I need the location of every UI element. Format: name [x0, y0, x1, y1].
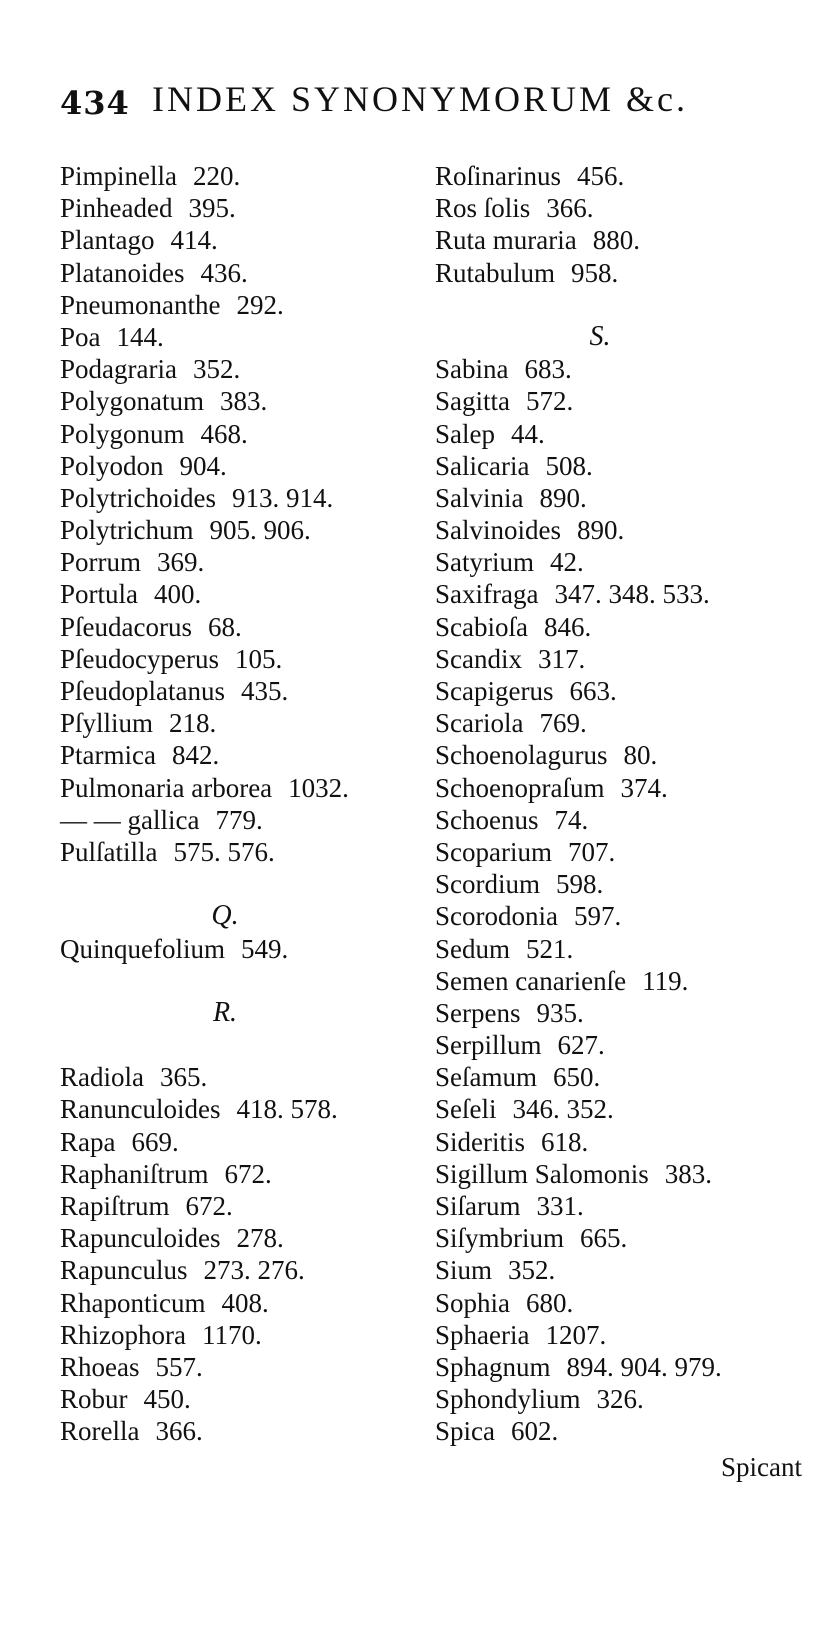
entry-term: Ruta muraria: [435, 225, 577, 256]
entry-term: Rapunculus: [60, 1255, 188, 1286]
index-entry: [435, 643, 815, 675]
index-entry: [435, 224, 815, 256]
page-header: [60, 78, 760, 128]
entry-page-numbers: 383.: [220, 386, 268, 417]
entry-term: Raphaniſtrum: [60, 1158, 209, 1189]
index-entry: [435, 1351, 815, 1383]
entry-term: Polytrichum: [60, 515, 194, 546]
entry-page-numbers: 1207.: [545, 1319, 607, 1350]
index-entry: [435, 1319, 815, 1351]
entry-term: Robur: [60, 1384, 128, 1415]
index-entry: [60, 546, 430, 578]
index-entry: [60, 450, 430, 482]
entry-page-numbers: 842.: [171, 740, 220, 771]
entry-term: Pneumonanthe: [60, 289, 221, 320]
index-entry: [60, 707, 430, 739]
index-entry: [435, 707, 815, 739]
entry-page-numbers: 597.: [573, 901, 622, 932]
entry-term: Sphondylium: [435, 1384, 581, 1415]
index-entry: [435, 965, 815, 997]
entry-term: Pulſatilla: [60, 836, 158, 867]
entry-page-numbers: 80.: [623, 740, 658, 771]
index-entry: [435, 1383, 815, 1415]
entry-page-numbers: 508.: [545, 450, 593, 481]
index-entry: [60, 933, 430, 965]
index-entry: [60, 836, 430, 868]
index-entry: [60, 1126, 430, 1158]
entry-term: Polyodon: [60, 450, 164, 481]
entry-term: Roſinarinus: [435, 161, 561, 191]
entry-page-numbers: 436.: [200, 257, 248, 288]
entry-page-numbers: 890.: [539, 482, 587, 513]
entry-page-numbers: 144.: [116, 321, 164, 352]
index-entry: [60, 1383, 430, 1415]
index-entry: [60, 804, 430, 836]
entry-term: Podagraria: [60, 354, 177, 385]
entry-page-numbers: 383.: [664, 1158, 713, 1189]
entry-page-numbers: 273. 276.: [203, 1255, 305, 1286]
entry-term: Siſarum: [435, 1191, 521, 1221]
entry-page-numbers: 317.: [538, 643, 586, 674]
catchword: Spicant: [721, 1452, 802, 1482]
entry-page-numbers: 418. 578.: [236, 1094, 338, 1125]
entry-page-numbers: 598.: [556, 869, 604, 900]
entry-page-numbers: 278.: [236, 1223, 284, 1254]
entry-page-numbers: 779.: [215, 804, 263, 835]
entry-page-numbers: 408.: [221, 1287, 269, 1318]
entry-term: Saxifraga: [435, 579, 539, 610]
entry-page-numbers: 557.: [155, 1351, 203, 1382]
entry-term: Scabioſa: [435, 611, 528, 642]
entry-term: Salicaria: [435, 450, 530, 481]
entry-term: Seſeli: [435, 1094, 497, 1125]
entry-page-numbers: 365.: [159, 1062, 208, 1093]
entry-page-numbers: 414.: [170, 225, 218, 256]
index-entry: [435, 1254, 815, 1286]
entry-term: Ranunculoides: [60, 1094, 221, 1125]
entry-page-numbers: 74.: [554, 804, 589, 835]
index-entry: [60, 353, 430, 385]
index-entry: [435, 997, 815, 1029]
entry-term: Sphagnum: [435, 1351, 551, 1382]
entry-term: Rapa: [60, 1126, 116, 1157]
entry-page-numbers: 521.: [526, 933, 574, 964]
entry-term: Sedum: [435, 933, 511, 964]
entry-term: Porrum: [60, 547, 141, 578]
entry-page-numbers: 68.: [207, 611, 242, 642]
entry-page-numbers: 1032.: [288, 772, 349, 803]
index-entry: [60, 772, 430, 804]
entry-term: Ptarmica: [60, 740, 156, 771]
index-entry: [435, 739, 815, 771]
entry-page-numbers: 707.: [567, 836, 616, 867]
index-entry: [60, 482, 430, 514]
index-entry: [435, 482, 815, 514]
index-entry: [60, 675, 430, 707]
index-entry: [435, 1190, 815, 1222]
entry-term: Polygonum: [60, 418, 185, 449]
entry-term: Portula: [60, 579, 138, 610]
entry-term: Sagitta: [435, 386, 510, 417]
entry-page-numbers: 119.: [642, 965, 689, 996]
entry-page-numbers: 935.: [536, 997, 584, 1028]
index-entry: [60, 160, 430, 192]
index-entry: [435, 900, 815, 932]
index-entry: [435, 804, 815, 836]
right-column: [435, 160, 815, 1448]
page-number: 434: [60, 84, 130, 122]
entry-term: Scariola: [435, 708, 524, 739]
index-entry: [435, 1415, 815, 1447]
entry-term: Sigillum Salomonis: [435, 1158, 649, 1189]
index-entry: [435, 546, 815, 578]
entry-page-numbers: 627.: [557, 1030, 605, 1061]
index-entry: [435, 675, 815, 707]
index-entry: [435, 1093, 815, 1125]
entry-term: Schoenus: [435, 804, 539, 835]
entry-page-numbers: 880.: [592, 225, 640, 256]
entry-term: Schoenopraſum: [435, 772, 605, 803]
left-column: [60, 160, 430, 1448]
entry-term: Salep: [435, 418, 495, 449]
entry-page-numbers: 331.: [536, 1191, 584, 1221]
entry-term: Rapunculoides: [60, 1223, 221, 1254]
entry-term: Scorodonia: [435, 901, 558, 932]
index-entry: [435, 160, 815, 192]
entry-term: Scoparium: [435, 836, 552, 867]
entry-page-numbers: 602.: [511, 1416, 559, 1447]
spacer: [60, 1029, 430, 1061]
entry-page-numbers: 292.: [236, 289, 284, 320]
index-entry: [435, 192, 815, 224]
index-entry: [60, 289, 430, 321]
entry-term: Polygonatum: [60, 386, 205, 417]
entry-page-numbers: 672.: [224, 1158, 272, 1189]
index-entry: [435, 578, 815, 610]
entry-page-numbers: 366.: [546, 193, 594, 224]
index-entry: [435, 611, 815, 643]
index-entry: [60, 1351, 430, 1383]
entry-term: Sophia: [435, 1287, 511, 1318]
entry-term: Scordium: [435, 869, 540, 900]
entry-term: Rhoeas: [60, 1351, 140, 1382]
entry-term: Spica: [435, 1416, 495, 1447]
entry-term: Rapiſtrum: [60, 1191, 170, 1221]
entry-page-numbers: 346. 352.: [512, 1094, 614, 1125]
index-entry: [435, 772, 815, 804]
entry-term: Semen canarienſe: [435, 965, 627, 996]
entry-page-numbers: 42.: [550, 547, 584, 578]
spacer: [60, 868, 430, 900]
entry-term: Siſymbrium: [435, 1223, 565, 1254]
index-entry: [60, 224, 430, 256]
entry-term: Pſyllium: [60, 708, 154, 739]
entry-term: Pſeudocyperus: [60, 643, 219, 674]
entry-term: Rorella: [60, 1416, 140, 1447]
index-entry: [60, 1093, 430, 1125]
entry-page-numbers: 456.: [577, 161, 625, 191]
entry-page-numbers: 913. 914.: [232, 482, 334, 513]
entry-page-numbers: 894. 904. 979.: [566, 1351, 722, 1382]
entry-term: Salvinia: [435, 482, 524, 513]
entry-page-numbers: 846.: [543, 611, 592, 642]
entry-term: — — gallica: [60, 804, 200, 835]
entry-page-numbers: 105.: [234, 643, 283, 674]
entry-page-numbers: 905. 906.: [209, 515, 311, 546]
entry-term: Platanoides: [60, 257, 185, 288]
index-entry: [60, 1287, 430, 1319]
index-entry: [435, 1222, 815, 1254]
index-entry: [60, 578, 430, 610]
entry-term: Sideritis: [435, 1126, 526, 1157]
index-entry: [60, 192, 430, 224]
index-entry: [60, 1222, 430, 1254]
entry-page-numbers: 575. 576.: [173, 836, 275, 867]
entry-term: Rutabulum: [435, 257, 555, 288]
index-entry: [60, 1254, 430, 1286]
entry-page-numbers: 663.: [569, 676, 617, 706]
index-entry: [435, 1029, 815, 1061]
entry-page-numbers: 369.: [157, 547, 205, 578]
index-entry: [60, 1061, 430, 1093]
entry-term: Quinquefolium: [60, 933, 225, 964]
entry-term: Pimpinella: [60, 161, 177, 191]
index-entry: [435, 514, 815, 546]
entry-term: Sabina: [435, 354, 509, 385]
running-title: INDEX SYNONYMORUM &c.: [152, 79, 688, 119]
entry-term: Polytrichoides: [60, 482, 216, 513]
index-entry: [60, 385, 430, 417]
entry-term: Radiola: [60, 1062, 144, 1093]
entry-page-numbers: 395.: [188, 193, 236, 224]
index-entry: [60, 1415, 430, 1447]
entry-page-numbers: 665.: [580, 1223, 628, 1254]
index-entry: [60, 418, 430, 450]
index-entry: [60, 514, 430, 546]
entry-page-numbers: 1170.: [201, 1319, 262, 1350]
index-entry: [435, 1126, 815, 1158]
entry-page-numbers: 366.: [155, 1416, 203, 1447]
entry-page-numbers: 683.: [524, 354, 572, 385]
entry-page-numbers: 435.: [240, 676, 289, 706]
entry-page-numbers: 218.: [169, 708, 217, 739]
entry-page-numbers: 904.: [179, 450, 227, 481]
entry-term: Scandix: [435, 643, 522, 674]
entry-page-numbers: 220.: [193, 161, 241, 191]
entry-page-numbers: 650.: [553, 1062, 601, 1093]
entry-term: Schoenolagurus: [435, 740, 608, 771]
section-letter: S.: [589, 320, 611, 352]
index-entry: [60, 321, 430, 353]
entry-term: Scapigerus: [435, 676, 554, 706]
entry-term: Sium: [435, 1255, 493, 1286]
entry-page-numbers: 958.: [571, 257, 619, 288]
section-letter: Q.: [211, 900, 239, 932]
index-entry: [435, 933, 815, 965]
entry-term: Pſeudoplatanus: [60, 676, 225, 706]
index-entry: [60, 739, 430, 771]
entry-page-numbers: 890.: [577, 515, 625, 546]
entry-term: Satyrium: [435, 547, 534, 578]
entry-term: Pſeudacorus: [60, 611, 192, 642]
index-entry: [435, 353, 815, 385]
index-entry: [60, 611, 430, 643]
entry-term: Poa: [60, 321, 101, 352]
entry-term: Seſamum: [435, 1062, 537, 1093]
entry-page-numbers: 352.: [508, 1255, 556, 1286]
spacer: [435, 289, 815, 321]
entry-page-numbers: 618.: [541, 1126, 589, 1157]
entry-page-numbers: 672.: [185, 1191, 233, 1221]
entry-page-numbers: 450.: [143, 1384, 191, 1415]
entry-page-numbers: 347. 348. 533.: [554, 579, 710, 610]
index-entry: [435, 385, 815, 417]
index-entry: [60, 1190, 430, 1222]
index-entry: [435, 836, 815, 868]
entry-term: Plantago: [60, 225, 155, 256]
entry-term: Salvinoides: [435, 515, 561, 546]
index-entry: [435, 418, 815, 450]
entry-page-numbers: 44.: [511, 418, 545, 449]
entry-term: Serpillum: [435, 1030, 542, 1061]
entry-term: Pulmonaria arborea: [60, 772, 273, 803]
entry-page-numbers: 400.: [154, 579, 202, 610]
spacer: [60, 965, 430, 997]
entry-page-numbers: 680.: [526, 1287, 574, 1318]
entry-page-numbers: 769.: [539, 708, 587, 739]
entry-page-numbers: 468.: [200, 418, 248, 449]
index-entry: [60, 1319, 430, 1351]
index-entry: [60, 257, 430, 289]
entry-page-numbers: 572.: [526, 386, 574, 417]
entry-term: Pinheaded: [60, 193, 173, 224]
entry-term: Rhaponticum: [60, 1287, 206, 1318]
index-entry: [60, 643, 430, 675]
index-entry: [435, 450, 815, 482]
index-entry: [60, 1158, 430, 1190]
index-entry: [435, 1158, 815, 1190]
index-entry: [435, 868, 815, 900]
index-entry: [435, 1061, 815, 1093]
entry-page-numbers: 352.: [192, 354, 241, 385]
entry-term: Sphaeria: [435, 1319, 530, 1350]
entry-term: Rhizophora: [60, 1319, 186, 1350]
section-letter: R.: [212, 996, 238, 1028]
entry-page-numbers: 374.: [620, 772, 668, 803]
index-entry: [435, 1287, 815, 1319]
entry-page-numbers: 669.: [131, 1126, 179, 1157]
entry-page-numbers: 549.: [240, 933, 289, 964]
index-entry: [435, 257, 815, 289]
entry-term: Serpens: [435, 997, 521, 1028]
entry-term: Ros ſolis: [435, 193, 531, 224]
entry-page-numbers: 326.: [596, 1384, 644, 1415]
